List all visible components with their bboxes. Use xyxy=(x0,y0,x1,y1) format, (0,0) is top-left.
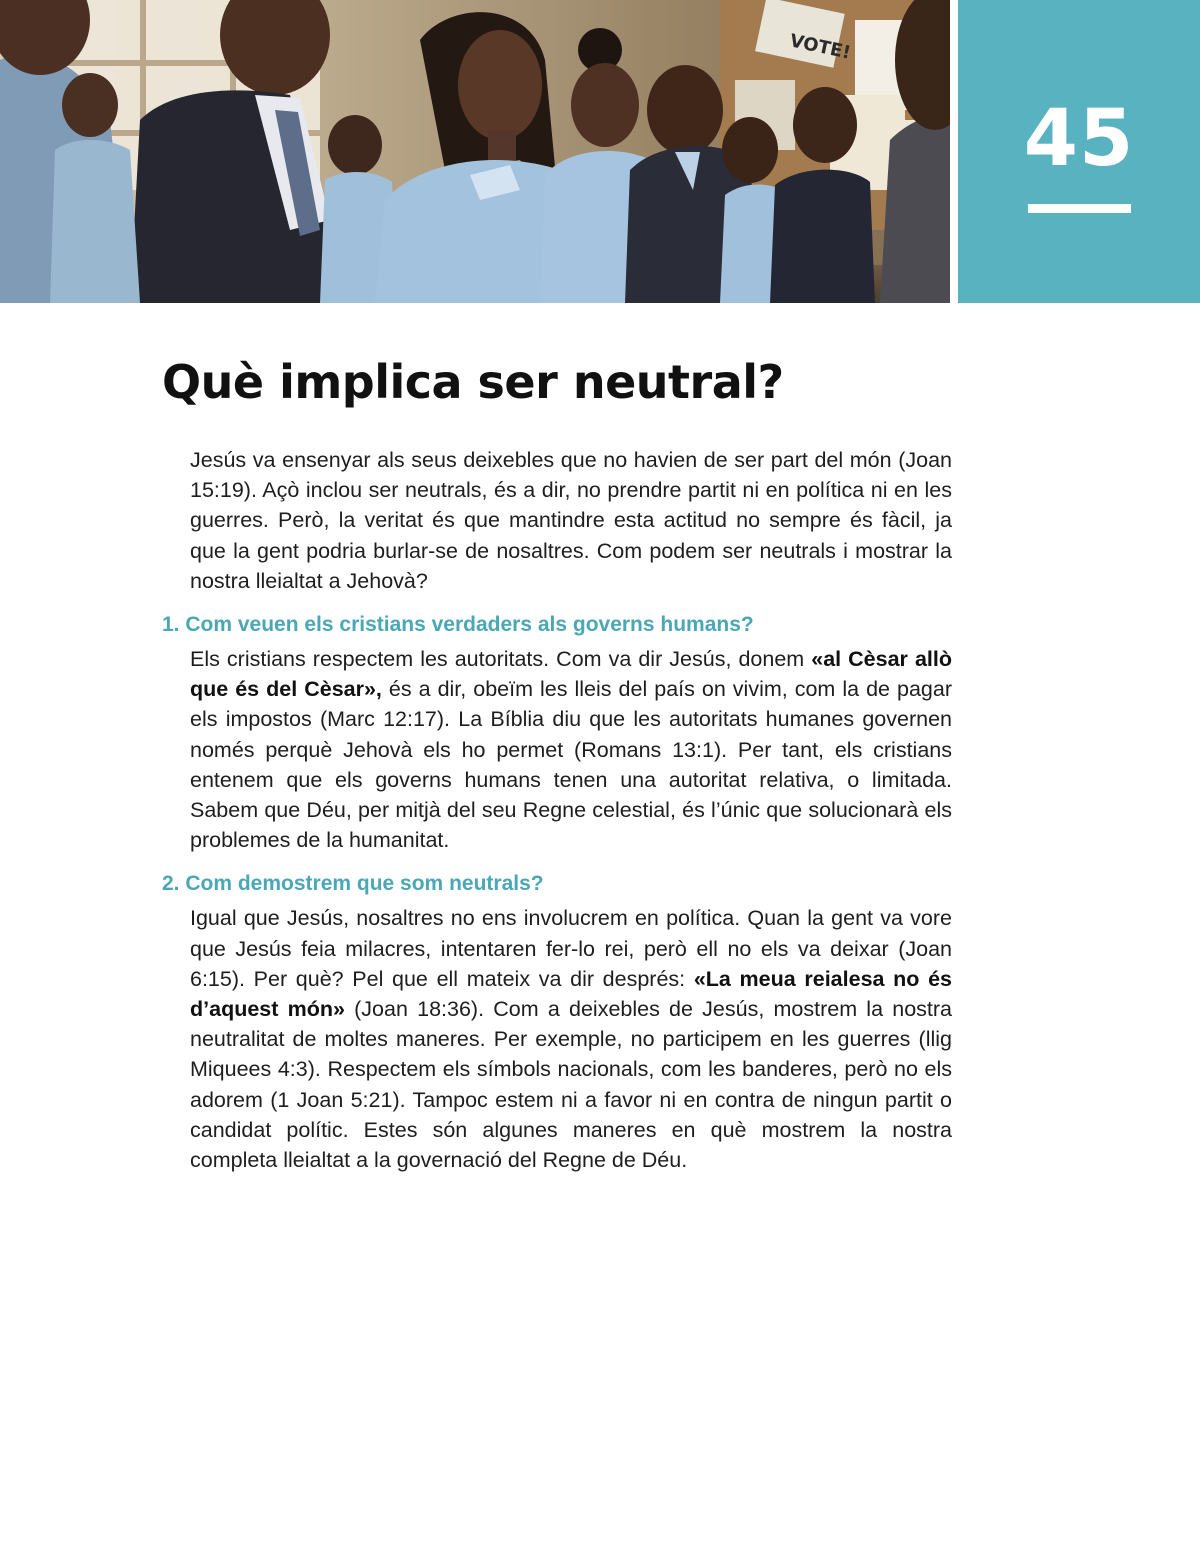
poster-text: VOTE! xyxy=(787,30,853,64)
lesson-number: 45 xyxy=(1023,94,1135,184)
answer-2-quote: «La meua reialesa no és d’aquest món» xyxy=(190,966,953,1022)
answer-1-text-a: Els cristians respectem les autoritats. Com va dir Jesús, donem xyxy=(190,647,812,672)
page-title: Què implica ser neutral? xyxy=(162,355,784,409)
lesson-content xyxy=(162,445,952,1175)
answer-1-paragraph xyxy=(190,644,952,855)
answer-2-text-a: Igual que Jesús, nosaltres no ens involucrem en política. Quan la gent va vore que Jesús feia milacres, intentaren fer-lo rei, però ell no els va deixar (Joan 6:15). Per què? Pel que ell mateix va dir després: xyxy=(190,906,952,991)
answer-2-paragraph xyxy=(190,903,952,1175)
lesson-number-underline xyxy=(1028,204,1131,213)
answer-2-text-b: (Joan 18:36). Com a deixebles de Jesús, mostrem la nostra neutralitat de moltes maneres. Per exemple, no participem en les guerres (llig Miquees 4:3). Respectem els símbols nacionals, com les banderes, però no els adorem (1 Joan 5:21). Tampoc estem ni a favor ni en contra de ningun partit o candidat polític. Estes són algunes maneres en què mostrem la nostra completa lleialtat a la governació del Regne de Déu. xyxy=(190,997,952,1173)
classroom-scene xyxy=(0,0,950,303)
question-2: 2. Com demostrem que som neutrals? xyxy=(162,872,544,896)
header-photo xyxy=(0,0,950,303)
intro-paragraph: Jesús va ensenyar als seus deixebles que no havien de ser part del món (Joan 15:19). Açò inclou ser neutrals, és a dir, no prendre partit ni en política ni en les guerres. Però, la veritat és que mantindre esta actitud no sempre és fàcil, ja que la gent podria burlar-se de nosaltres. Com podem ser neutrals i mostrar la nostra lleialtat a Jehovà? xyxy=(190,448,952,593)
answer-1-quote: «al Cèsar allò que és del Cèsar», xyxy=(190,647,952,702)
answer-1-text-b: és a dir, obeïm les lleis del país on vivim, com la de pagar els impostos (Marc 12:17). La Bíblia diu que les autoritats humanes governen només perquè Jehovà els ho permet (Romans 13:1). Per tant, els cristians entenem que els governs humans tenen una autoritat relativa, o limitada. Sabem que Déu, per mitjà del seu Regne celestial, és l’únic que solucionarà els problemes de la humanitat. xyxy=(190,677,952,853)
question-1: 1. Com veuen els cristians verdaders als governs humans? xyxy=(162,613,754,637)
lesson-number-box xyxy=(958,0,1200,303)
